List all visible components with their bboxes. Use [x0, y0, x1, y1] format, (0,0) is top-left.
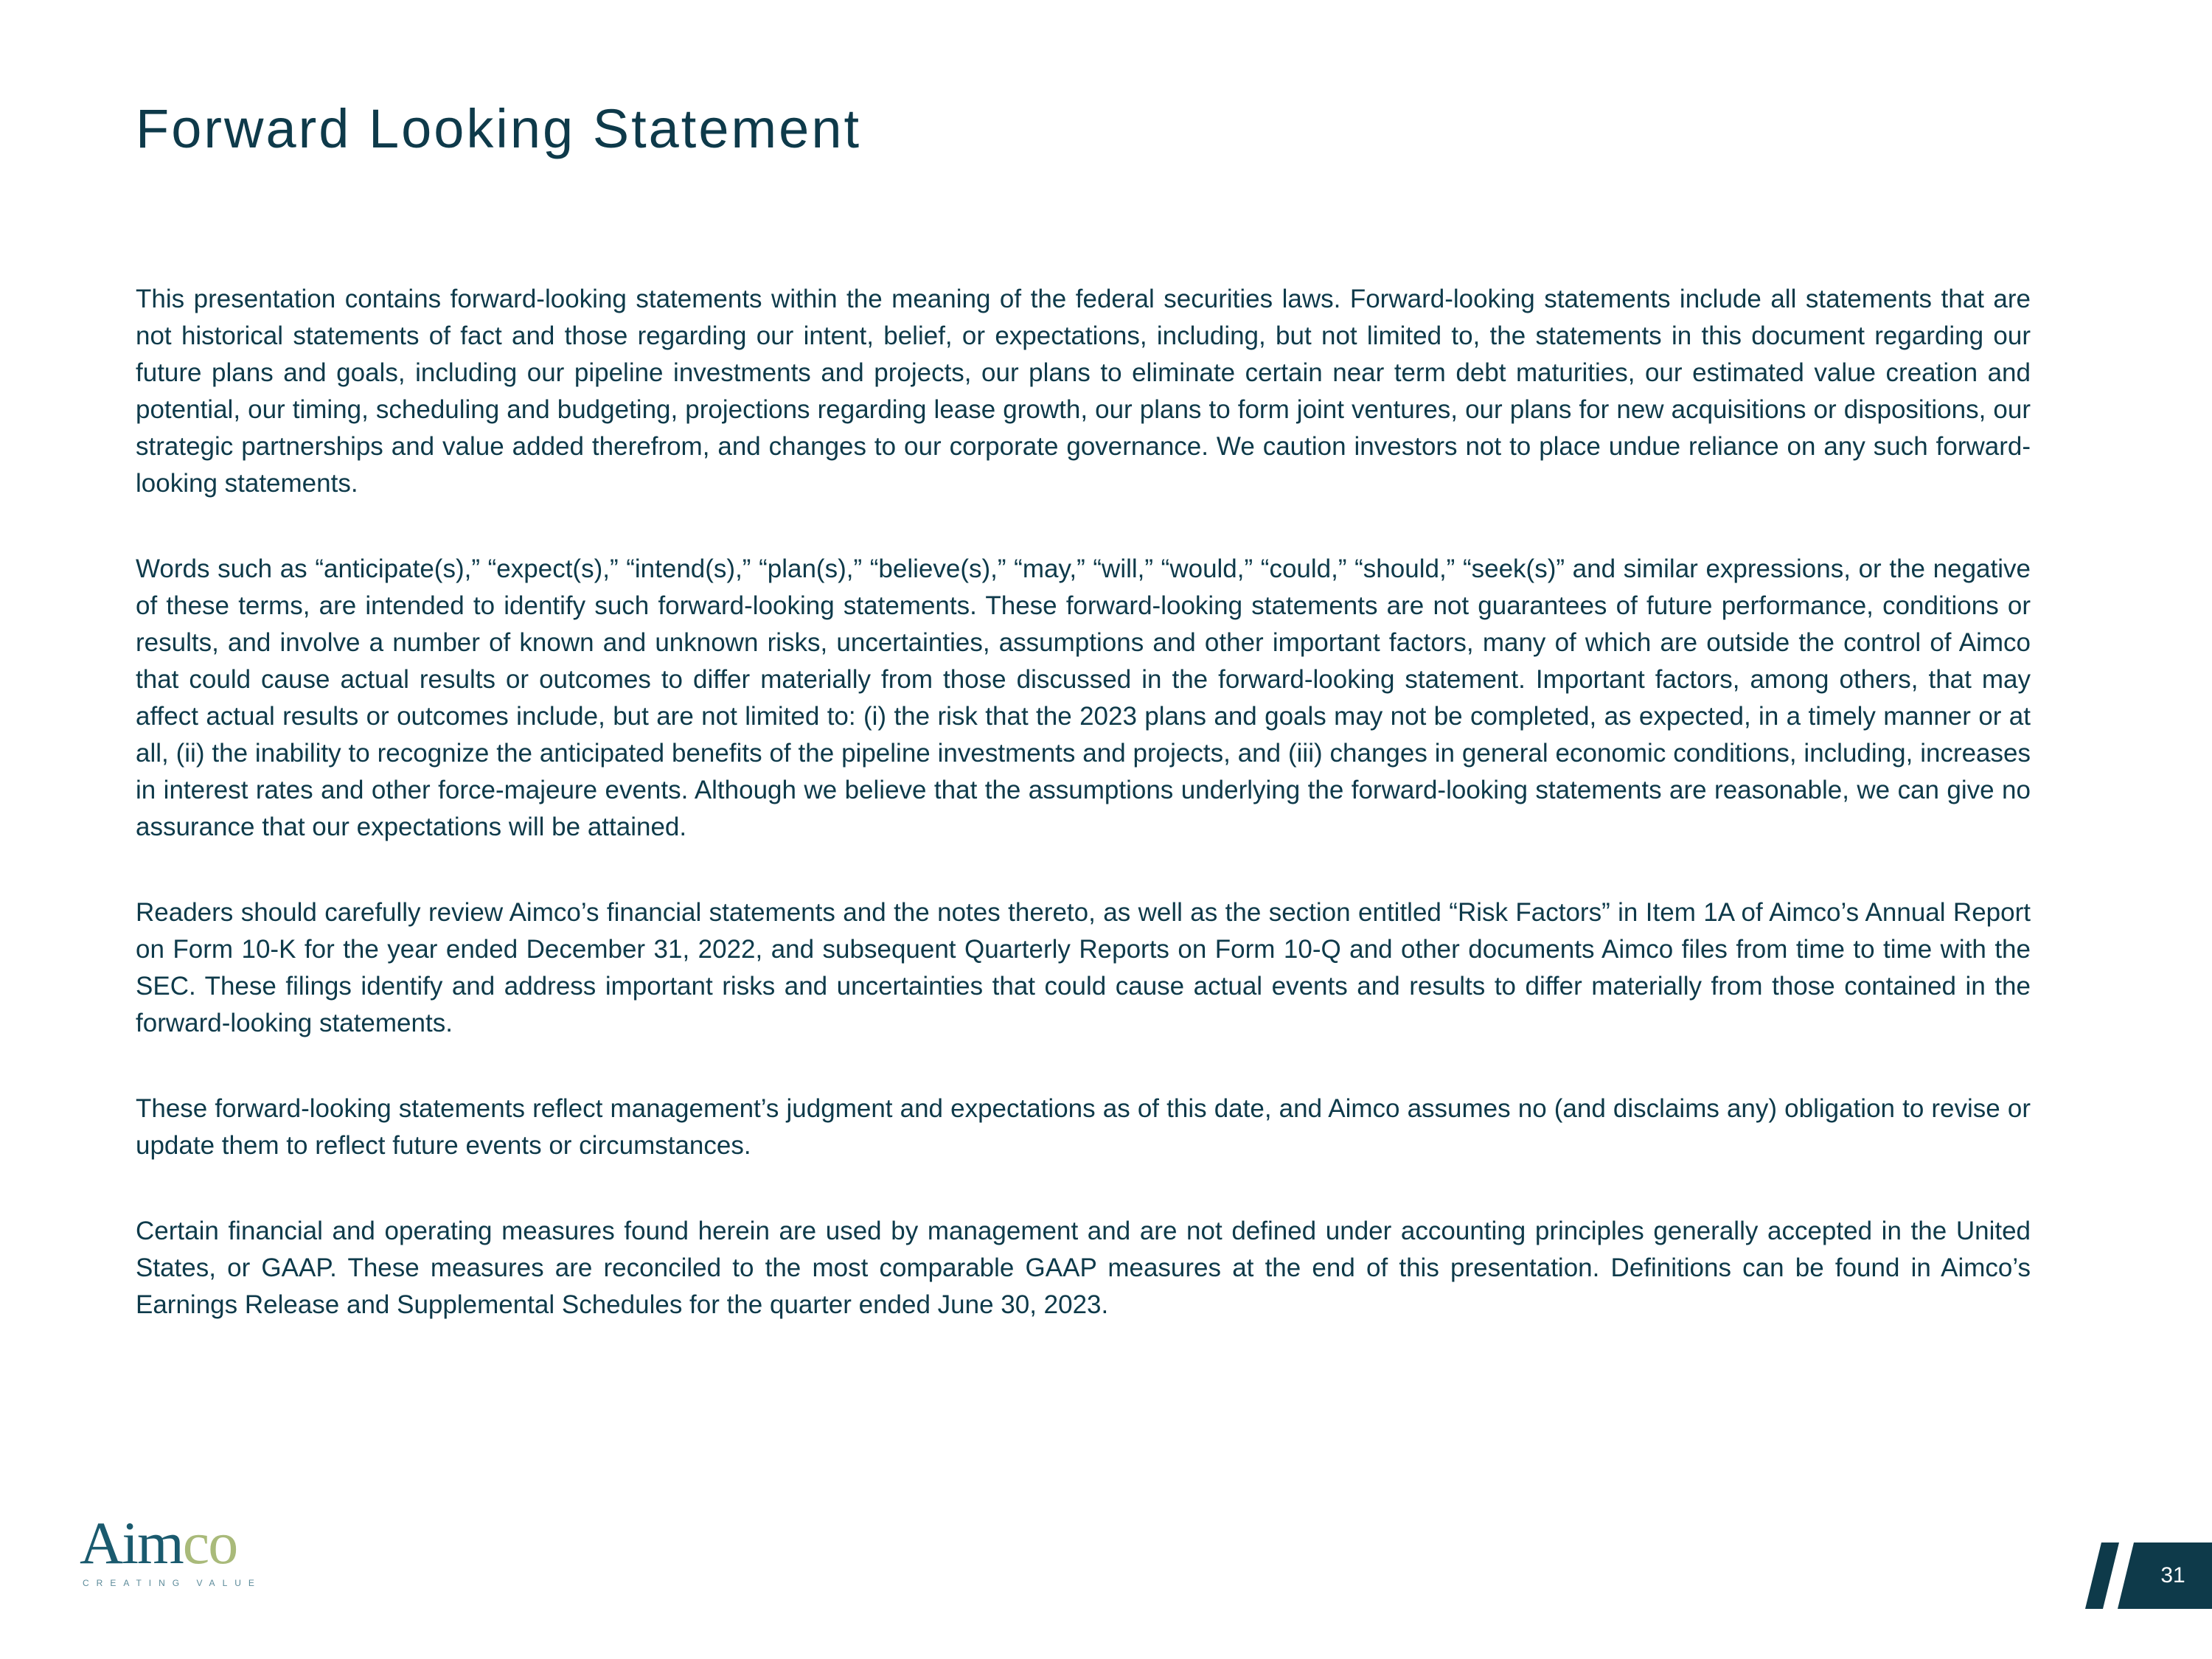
page-title: Forward Looking Statement [136, 98, 862, 159]
paragraph-identifying-words: Words such as “anticipate(s),” “expect(s),” “intend(s),” “plan(s),” “believe(s),” “may,” “will,” “would,” “could,” “should,” “seek(s)” and similar expressions, or the negative of these terms, are intended to identify such forward-looking statements. These forward-looking statements are not guarantees of future performance, conditions or results, and involve a number of known and unknown risks, uncertainties, assumptions and other important factors, many of which are outside the control of Aimco that could cause actual results or outcomes to differ materially from those discussed in the forward-looking statement. Important factors, among others, that may affect actual results or outcomes include, but are not limited to: (i) the risk that the 2023 plans and goals may not be completed, as expected, in a timely manner or at all, (ii) the inability to recognize the anticipated benefits of the pipeline investments and projects, and (iii) changes in general economic conditions, including, increases in interest rates and other force-majeure events. Although we believe that the assumptions underlying the forward-looking statements are reasonable, we can give no assurance that our expectations will be attained. [136, 554, 2031, 841]
logo-wordmark-co: co [182, 1509, 237, 1576]
paragraph-management-judgment: These forward-looking statements reflect management’s judgment and expectations as of this date, and Aimco assumes no (and disclaims any) obligation to revise or update them to reflect future events or circumstances. [136, 1094, 2031, 1160]
page-number-badge [2085, 1543, 2212, 1609]
logo-wordmark-aim: Aim [80, 1509, 183, 1576]
paragraph-non-gaap-measures: Certain financial and operating measures found herein are used by management and are not defined under accounting principles generally accepted in the United States, or GAAP. These measures are reconciled to the most comparable GAAP measures at the end of this presentation. Definitions can be found in Aimco’s Earnings Release and Supplemental Schedules for the quarter ended June 30, 2023. [136, 1217, 2031, 1319]
badge-slash-stripe [2085, 1543, 2119, 1609]
body-text [136, 281, 2031, 1372]
paragraph-readers-review: Readers should carefully review Aimco’s financial statements and the notes thereto, as well as the section entitled “Risk Factors” in Item 1A of Aimco’s Annual Report on Form 10-K for the year ended December 31, 2022, and subsequent Quarterly Reports on Form 10-Q and other documents Aimco files from time to time with the SEC. These filings identify and address important risks and uncertainties that could cause actual events and results to differ materially from those contained in the forward-looking statements. [136, 898, 2031, 1037]
aimco-logo [80, 1509, 262, 1591]
logo-tagline: CREATING VALUE [83, 1578, 262, 1588]
paragraph-forward-looking-intro: This presentation contains forward-looking statements within the meaning of the federal securities laws. Forward-looking statements include all statements that are not historical statements of fact and those regarding our intent, belief, or expectations, including, but not limited to, the statements in this document regarding our future plans and goals, including our pipeline investments and projects, our plans to eliminate certain near term debt maturities, our estimated value creation and potential, our timing, scheduling and budgeting, projections regarding lease growth, our plans to form joint ventures, our plans for new acquisitions or dispositions, our strategic partnerships and value added therefrom, and changes to our corporate governance. We caution investors not to place undue reliance on any such forward-looking statements. [136, 285, 2031, 498]
logo-wordmark [80, 1510, 237, 1576]
page-number: 31 [2160, 1563, 2185, 1587]
